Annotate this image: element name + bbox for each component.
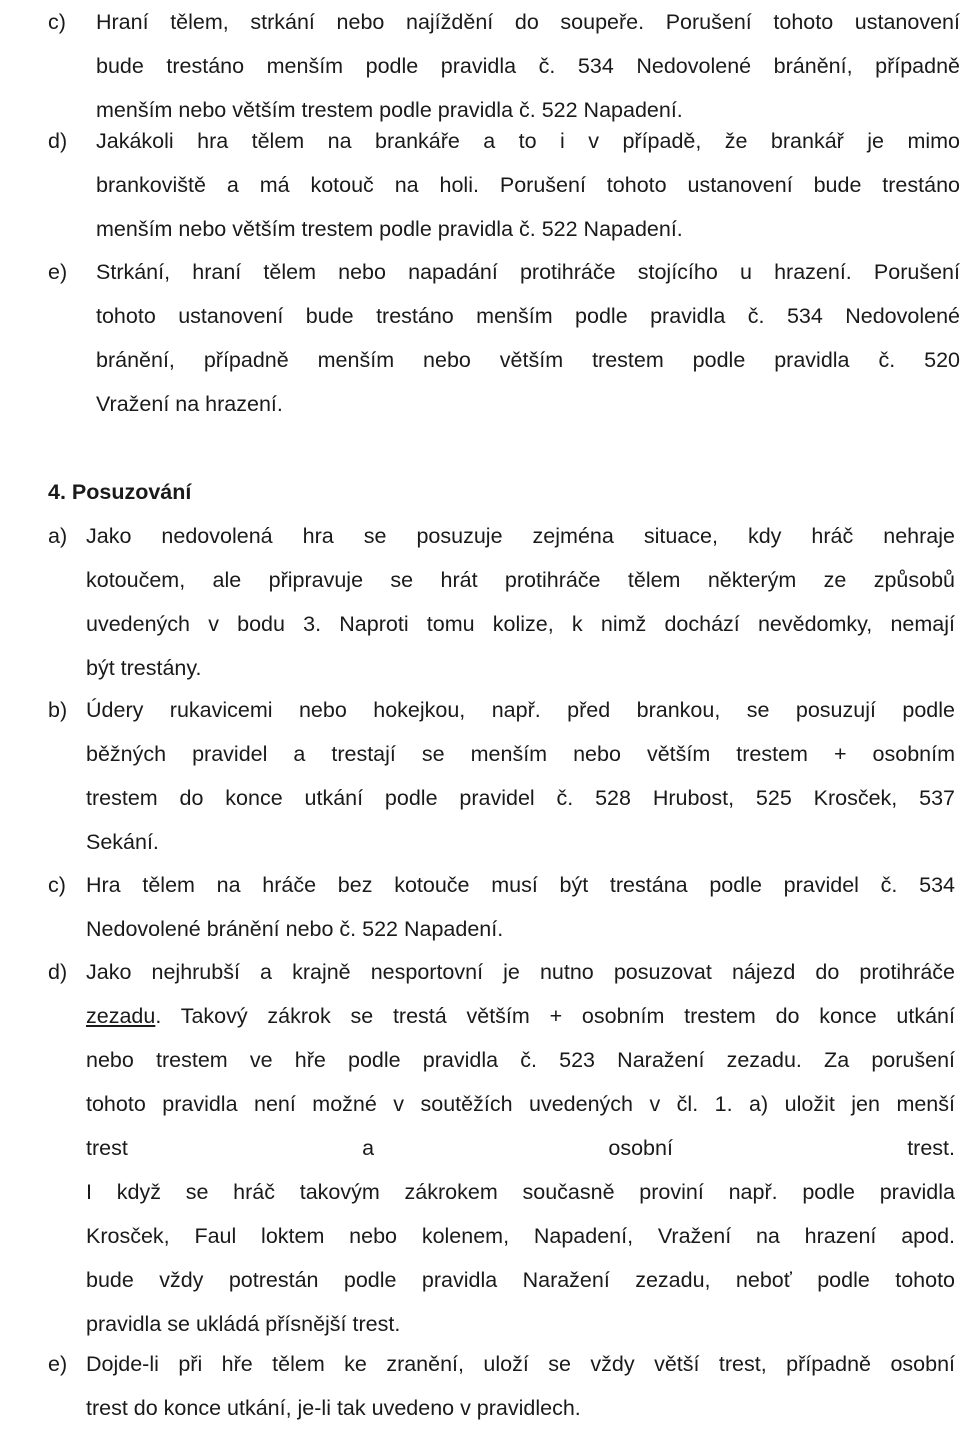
item-line: [86, 1126, 955, 1170]
item-line: Krosček, Faul loktem nebo kolenem, Napadení, Vražení na hrazení apod.: [86, 1224, 955, 1248]
item-line: I když se hráč takovým zákrokem současně proviní např. podle pravidla: [86, 1180, 955, 1204]
word-osobni: osobní: [608, 1136, 673, 1160]
item-line: brankoviště a má kotouč na holi. Porušení tohoto ustanovení bude trestáno: [96, 173, 960, 197]
word-trest: trest: [86, 1136, 128, 1160]
item-line: Jako nejhrubší a krajně nesportovní je nutno posuzovat nájezd do protihráče: [86, 960, 955, 984]
item-line: trestem do konce utkání podle pravidel č. 528 Hrubost, 525 Krosček, 537: [86, 786, 955, 810]
item-marker: c): [48, 873, 66, 897]
item-line: [86, 994, 955, 1038]
item-line: menším nebo větším trestem podle pravidla č. 522 Napadení.: [96, 98, 683, 122]
item-line: kotoučem, ale připravuje se hrát protihráče tělem některým ze způsobů: [86, 568, 955, 592]
item-line: Sekání.: [86, 830, 159, 854]
item-marker: e): [48, 1352, 68, 1376]
word-a: a: [362, 1136, 375, 1160]
item-line: být trestány.: [86, 656, 202, 680]
item-line: tohoto ustanovení bude trestáno menším podle pravidla č. 534 Nedovolené: [96, 304, 960, 328]
item-marker: e): [48, 260, 68, 284]
item-marker: c): [48, 10, 66, 34]
item-line: tohoto pravidla není možné v soutěžích uvedených v čl. 1. a) uložit jen menší: [86, 1092, 955, 1116]
item-line: bránění, případně menším nebo větším trestem podle pravidla č. 520: [96, 348, 960, 372]
item-line: Nedovolené bránění nebo č. 522 Napadení.: [86, 917, 504, 941]
item-line: uvedených v bodu 3. Naproti tomu kolize, k nimž dochází nevědomky, nemají: [86, 612, 955, 636]
item-line-rest: . Takový zákrok se trestá větším + osobním trestem do konce utkání: [155, 1004, 955, 1028]
item-line: bude trestáno menším podle pravidla č. 534 Nedovolené bránění, případně: [96, 54, 960, 78]
item-line: Vražení na hrazení.: [96, 392, 283, 416]
item-line: Hraní tělem, strkání nebo najíždění do soupeře. Porušení tohoto ustanovení: [96, 10, 960, 34]
item-line: Jako nedovolená hra se posuzuje zejména situace, kdy hráč nehraje: [86, 524, 955, 548]
item-line: Údery rukavicemi nebo hokejkou, např. před brankou, se posuzují podle: [86, 698, 955, 722]
item-line: Hra tělem na hráče bez kotouče musí být trestána podle pravidel č. 534: [86, 873, 955, 897]
item-marker: d): [48, 960, 68, 984]
item-line: trest do konce utkání, je-li tak uvedeno v pravidlech.: [86, 1396, 581, 1420]
item-line: menším nebo větším trestem podle pravidla č. 522 Napadení.: [96, 217, 683, 241]
item-line: Jakákoli hra tělem na brankáře a to i v případě, že brankář je mimo: [96, 129, 960, 153]
item-marker: b): [48, 698, 68, 722]
item-marker: a): [48, 524, 68, 548]
item-line: nebo trestem ve hře podle pravidla č. 523 Naražení zezadu. Za porušení: [86, 1048, 955, 1072]
item-line: Dojde-li při hře tělem ke zranění, uloží se vždy větší trest, případně osobní: [86, 1352, 955, 1376]
item-line: pravidla se ukládá přísnější trest.: [86, 1312, 401, 1336]
item-line: běžných pravidel a trestají se menším nebo větším trestem + osobním: [86, 742, 955, 766]
word-trest-end: trest.: [907, 1136, 955, 1160]
underlined-word: zezadu: [86, 1004, 156, 1028]
section-heading: 4. Posuzování: [48, 480, 192, 504]
item-line: Strkání, hraní tělem nebo napadání protihráče stojícího u hrazení. Porušení: [96, 260, 960, 284]
item-marker: d): [48, 129, 68, 153]
item-line: bude vždy potrestán podle pravidla Naražení zezadu, neboť podle tohoto: [86, 1268, 955, 1292]
